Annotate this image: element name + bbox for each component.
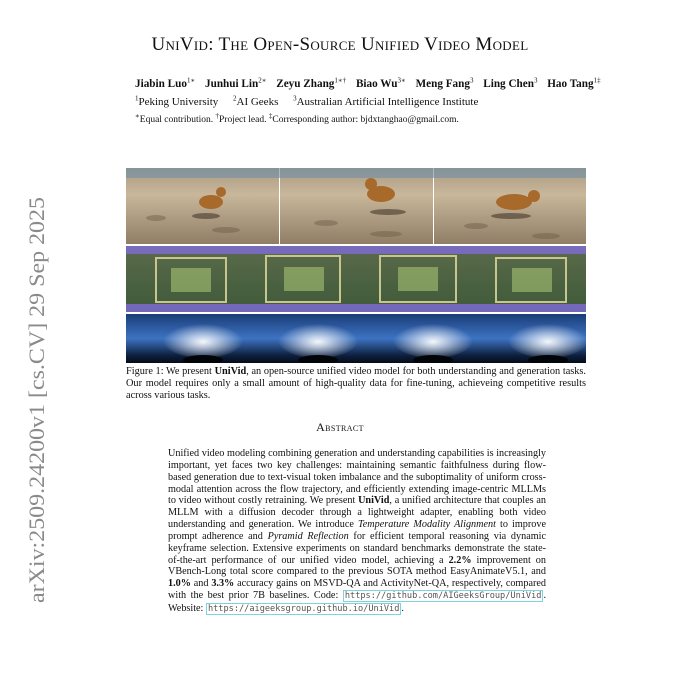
affiliation: $^2$AI Geeks [233, 94, 279, 108]
affiliations [135, 94, 490, 108]
website-link[interactable]: https://aigeeksgroup.github.io/UniVid [207, 603, 400, 614]
abstract-heading: Abstract [316, 420, 364, 434]
figure-1 [126, 168, 586, 363]
author: Jiabin Luo$^{1∗}$ [135, 76, 196, 90]
author: Hao Tang$^{1\ddagger}$ [547, 76, 601, 90]
arxiv-stamp [8, 195, 58, 605]
author: Junhui Lin$^{2∗}$ [205, 76, 267, 90]
paper-title: UniVid: The Open-Source Unified Video Model [151, 34, 529, 55]
affiliation: $^1$Peking University [135, 94, 219, 108]
affiliation: $^3$Australian Artificial Intelligence Institute [293, 94, 479, 108]
author-list [135, 76, 655, 90]
arxiv-stamp-svg [8, 195, 58, 605]
author: Biao $Wu^{3∗}$ [355, 76, 406, 90]
garden-row [126, 246, 586, 312]
beach-row [126, 168, 586, 244]
figure-caption: Figure 1: We present UniVid, an open-source unified video model for both understanding and generation tasks. Our model requires only a small amount of high-quality data for fine-tuning, achieveing competitive results across various tasks. [126, 366, 586, 401]
author-notes: ∗Equal contribution. †Project lead. ‡Corresponding author: bjdxtanghao@gmail.com. [135, 112, 459, 126]
author: Meng Fang$^3$ [415, 76, 474, 90]
code-link[interactable]: https://github.com/AIGeeksGroup/UniVid [344, 591, 542, 602]
figure-image-grid [126, 168, 586, 363]
author: Zeyu Zhang$^{1∗\dagger}$ [276, 76, 347, 90]
underwater-row [126, 314, 586, 363]
arxiv-stamp-text: arXiv:2509.24200v1 [cs.CV] 29 Sep 2025 [24, 230, 49, 603]
abstract-text: Unified video modeling combining generation and understanding capabilities is increasingly important, yet faces two key challenges: maintaining semantic faithfulness during flow-based generation due to text-visual token imbalance and the suboptimality of uniform cross-modal attention across the flow trajectory, and efficiently extending image-centric MLLMs to video without costly retraining. We present UniVid, a unified architecture that couples an MLLM with a diffusion decoder through a lightweight adapter, enabling both video understanding and generation. We introduce Temperature Modality Alignment to improve prompt adherence and Pyramid Reflection for efficient temporal reasoning via dynamic keyframe selection. Extensive experiments on standard benchmarks demonstrate the state-of-the-art performance of our unified video model, achieving a 2.2% improvement on VBench-Long total score compared to the previous SOTA method EasyAnimateV5.1, and 1.0% and 3.3% accuracy gains on MSVD-QA and ActivityNet-QA, respectively, compared with the best prior 7B baselines. Code: https://github.com/AIGeeksGroup/UniVid . Website: https://aigeeksgroup.github.io/UniVid . [168, 448, 546, 614]
author: Ling Chen$^3$ [483, 76, 538, 90]
